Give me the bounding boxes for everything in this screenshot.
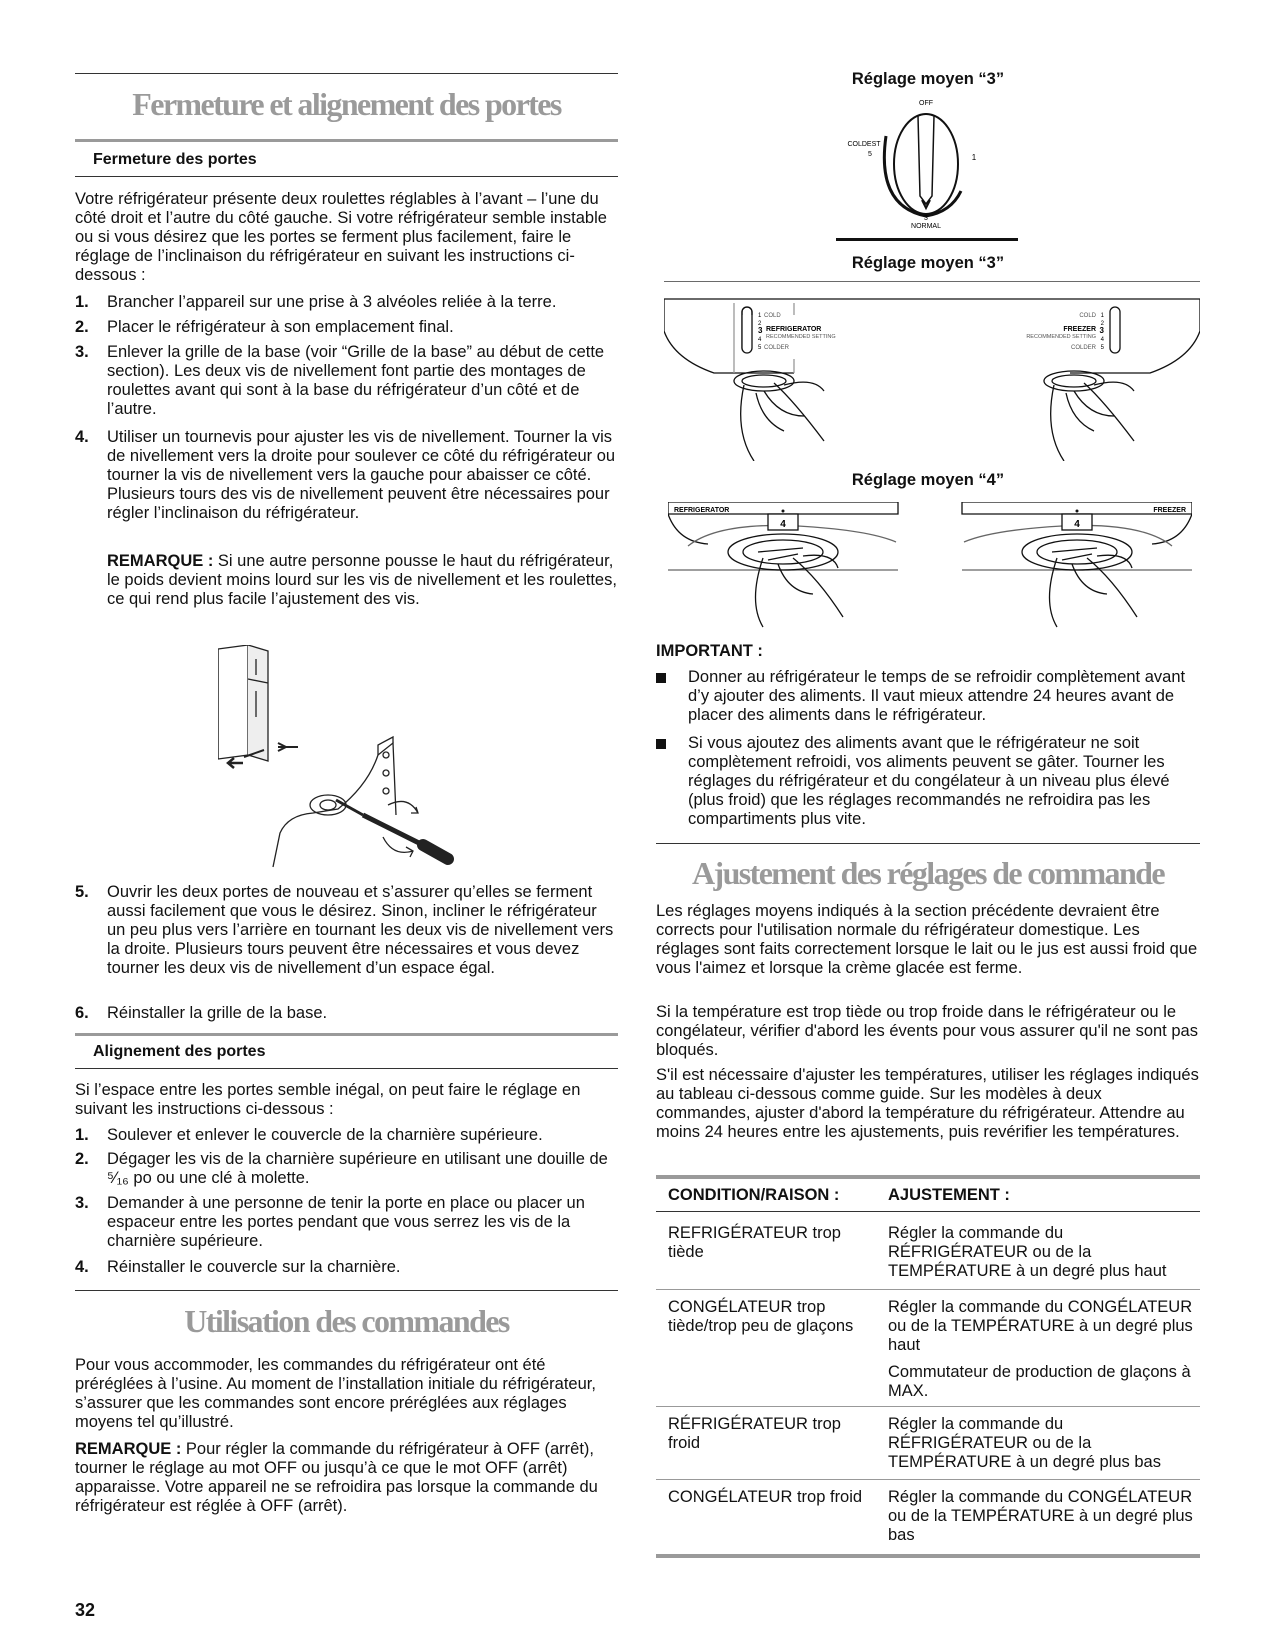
slider-left-n5: 5 [758,345,762,351]
caption-knobs: Réglage moyen “4” [851,471,1005,489]
table-cell-adjustment-extra: Commutateur de production de glaçons à MAX. [888,1363,1191,1400]
table-header-condition: CONDITION/RAISON : [668,1186,840,1204]
important-label: IMPORTANT : [656,642,763,660]
bullet-text: Si vous ajoutez des aliments avant que le réfrigérateur ne soit complètement refroidi, vos aliments peuvent se gâter. Tourner les réglages du réfrigérateur et du congélateur à un niveau plus élevé (plus froid) que les réglages recommandés ne refroidira pas les compartiments plus vite. [688,734,1170,828]
section-title-adjustment: Ajustement des réglages de commande [692,855,1164,891]
item-text: Réinstaller le couvercle sur la charnière. [107,1258,401,1276]
item-text: Placer le réfrigérateur à son emplacement final. [107,318,454,336]
dial-three-label: 3 [924,215,928,222]
dial-off-label: OFF [919,100,933,107]
bullet-item [656,734,1200,830]
list-item [75,293,618,313]
subheading-door-alignment: Alignement des portes [93,1043,266,1060]
item-number: 4. [75,1258,89,1276]
dial-one-label: 1 [971,153,977,162]
subheading-top-rule [75,1033,618,1036]
bullet-square [656,673,666,683]
note-text: Si une autre personne pousse le haut du réfrigérateur, le poids devient moins lourd sur les vis de nivellement et les roulettes, ce qui rend plus facile l’ajustement des vis. [107,552,617,608]
table-top-rule [656,1175,1200,1179]
item-number: 6. [75,1004,89,1022]
slider-right-n3: 3 [1099,326,1104,335]
note-label: REMARQUE : [107,552,214,570]
slider-left-n3: 3 [758,326,763,335]
slider-left-n2: 2 [758,321,762,327]
temperature-dial-illustration [826,96,1026,246]
section-top-rule [75,1290,618,1291]
item-text: Utiliser un tournevis pour ajuster les vis de nivellement. Tourner la vis de nivellement vers la droite pour soulever ce côté du réfrigérateur ou tourner la vis de nivellement vers la gauche pour abaisser ce côté. Plusieurs tours des vis de nivellement peuvent être nécessaires pour régler l’inclinaison du réfrigérateur. [107,428,616,522]
caption-dial: Réglage moyen “3” [851,70,1005,88]
slider-right-n5: 5 [1100,345,1104,351]
section-top-rule [656,843,1200,844]
table-bottom-rule [656,1554,1200,1558]
item-number: 3. [75,1194,89,1212]
list-item [75,1004,618,1024]
adjust-paragraph-3: S'il est nécessaire d'ajuster les températures, utiliser les réglages indiqués au tableau ci-dessous comme guide. Sur les modèles à deux commandes, ajuster d'abord la température du réfrigérateur. Attendre au moins 24 heures entre les ajustements, puis revérifier les températures. [656,1066,1199,1141]
item-number: 1. [75,1126,89,1144]
table-row-rule [656,1406,1200,1407]
list-item [75,428,618,543]
section-title-controls: Utilisation des commandes [184,1303,509,1339]
list-item [75,1258,618,1278]
page-number: 32 [75,1600,96,1620]
dial-coldest-label: COLDEST [847,141,881,148]
controls-intro: Pour vous accommoder, les commandes du réfrigérateur ont été préréglées à l’usine. Au moment de l’installation initiale du réfrigérateur, s’assurer que les commandes sont encore préréglées aux réglages moyens tel qu’illustré. [75,1356,596,1431]
note-off [75,1440,618,1516]
table-row-rule [656,1289,1200,1290]
table-cell-condition: CONGÉLATEUR trop tiède/trop peu de glaçons [668,1298,854,1335]
subheading-rule [75,1068,618,1069]
table-cell-adjustment: Régler la commande du RÉFRIGÉRATEUR ou de la TEMPÉRATURE à un degré plus haut [888,1224,1167,1280]
item-number: 3. [75,343,89,361]
adjust-paragraph-2: Si la température est trop tiède ou trop froide dans le réfrigérateur ou le congélateur, vérifier d'abord les évents pour vous assurer qu'il ne sont pas bloqués. [656,1003,1198,1059]
bullet-square [656,739,666,749]
item-text: Dégager les vis de la charnière supérieure en utilisant une douille de ⁵⁄₁₆ po ou une clé à molette. [107,1150,608,1187]
table-cell-condition: CONGÉLATEUR trop froid [668,1488,863,1506]
table-cell-condition: RÉFRIGÉRATEUR trop froid [668,1415,841,1452]
table-cell-adjustment: Régler la commande du RÉFRIGÉRATEUR ou de la TEMPÉRATURE à un degré plus bas [888,1415,1161,1471]
knob-right-value: 4 [1074,519,1080,530]
caption-sliders: Réglage moyen “3” [851,254,1005,272]
subheading-door-closing: Fermeture des portes [93,151,257,168]
knob-left-name: REFRIGERATOR [674,507,730,514]
dial-normal-label: NORMAL [911,223,941,230]
section-rule [75,139,618,142]
item-number: 2. [75,1150,89,1168]
slider-left-cold: COLD [764,313,781,319]
table-cell-condition: REFRIGÉRATEUR trop tiède [668,1224,841,1261]
subheading-rule [75,176,618,177]
slider-right-name: FREEZER [1063,326,1096,333]
note-label: REMARQUE : [75,1440,182,1458]
slider-right-n1: 1 [1100,313,1104,319]
slider-right-rec: RECOMMENDED SETTING [1026,334,1096,340]
item-number: 1. [75,293,89,311]
note-text: Pour régler la commande du réfrigérateur à OFF (arrêt), tourner le réglage au mot OFF ou jusqu’à ce que le mot OFF (arrêt) apparaisse. Votre appareil ne se refroidira pas lorsque la commande du réfrigérateur est réglée à OFF (arrêt). [75,1440,598,1515]
knob-controls-illustration [668,502,1192,632]
slider-left-rec: RECOMMENDED SETTING [766,334,836,340]
slider-right-colder: COLDER [1070,345,1096,351]
item-number: 2. [75,318,89,336]
list-item [75,883,618,999]
list-item [75,318,618,338]
section-title-doors: Fermeture et alignement des portes [132,86,561,122]
slider-right-cold: COLD [1079,313,1096,319]
knob-left-value: 4 [780,519,786,530]
slider-right-n4: 4 [1100,337,1104,343]
intro-paragraph: Votre réfrigérateur présente deux roulettes réglables à l’avant – l’une du côté droit et l’autre du côté gauche. Si votre réfrigérateur semble instable ou si vous désirez que les portes se ferment plus facilement, faire le réglage de l’inclinaison du réfrigérateur en suivant les instructions ci-dessous : [75,190,607,284]
item-text: Brancher l’appareil sur une prise à 3 alvéoles reliée à la terre. [107,293,557,311]
item-number: 4. [75,428,89,446]
table-row-rule [656,1479,1200,1480]
item-text: Demander à une personne de tenir la porte en place ou placer un espaceur entre les portes pendant que vous serrez les vis de la charnière supérieure. [107,1194,585,1250]
dial-five-label: 5 [868,151,872,158]
table-header-rule [656,1211,1200,1212]
alignment-intro: Si l’espace entre les portes semble inégal, on peut faire le réglage en suivant les instructions ci-dessous : [75,1081,581,1118]
table-cell-adjustment: Régler la commande du CONGÉLATEUR ou de la TEMPÉRATURE à un degré plus haut [888,1298,1193,1354]
item-text: Réinstaller la grille de la base. [107,1004,328,1022]
top-rule [75,73,618,74]
slider-controls-illustration [664,281,1200,461]
bullet-text: Donner au réfrigérateur le temps de se refroidir complètement avant d’y ajouter des aliments. Il vaut mieux attendre 24 heures avant de placer des aliments dans le réfrigérateur. [688,668,1186,724]
slider-left-name: REFRIGERATOR [766,326,822,333]
note-leveling [107,552,618,609]
item-text: Enlever la grille de la base (voir “Grille de la base” au début de cette section). Les deux vis de nivellement font partie des montages de roulettes avant qui sont à la base du réfrigérateur d’un côté et de l’autre. [107,343,605,418]
slider-left-colder: COLDER [764,345,790,351]
list-item [75,1150,618,1190]
list-item [75,343,618,423]
list-item [75,1194,618,1254]
item-number: 5. [75,883,89,901]
list-item [75,1126,618,1146]
dial-underline [836,238,1018,241]
table-header-adjustment: AJUSTEMENT : [888,1186,1010,1204]
slider-left-n4: 4 [758,337,762,343]
adjust-paragraph-1: Les réglages moyens indiqués à la section précédente devraient être corrects pour l'utilisation normale du réfrigérateur domestique. Les réglages sont faits correctement lorsque le lait ou le jus est aussi froid que vous l'aimez et lorsque la crème glacée est ferme. [656,902,1198,977]
item-text: Soulever et enlever le couvercle de la charnière supérieure. [107,1126,543,1144]
item-text: Ouvrir les deux portes de nouveau et s’assurer qu’elles se ferment aussi facilement que vous le désirez. Sinon, incliner le réfrigérateur un peu plus vers l’arrière en tournant les deux vis de nivellement vers la droite. Plusieurs tours peuvent être nécessaires et vous devez tourner les deux vis de nivellement d’un espace égal. [107,883,614,977]
knob-right-name: FREEZER [1153,507,1186,514]
slider-right-n2: 2 [1100,321,1104,327]
slider-left-n1: 1 [758,313,762,319]
table-cell-adjustment: Régler la commande du CONGÉLATEUR ou de la TEMPÉRATURE à un degré plus bas [888,1488,1193,1544]
bullet-item [656,668,1200,726]
leveling-screw-illustration [218,645,468,877]
